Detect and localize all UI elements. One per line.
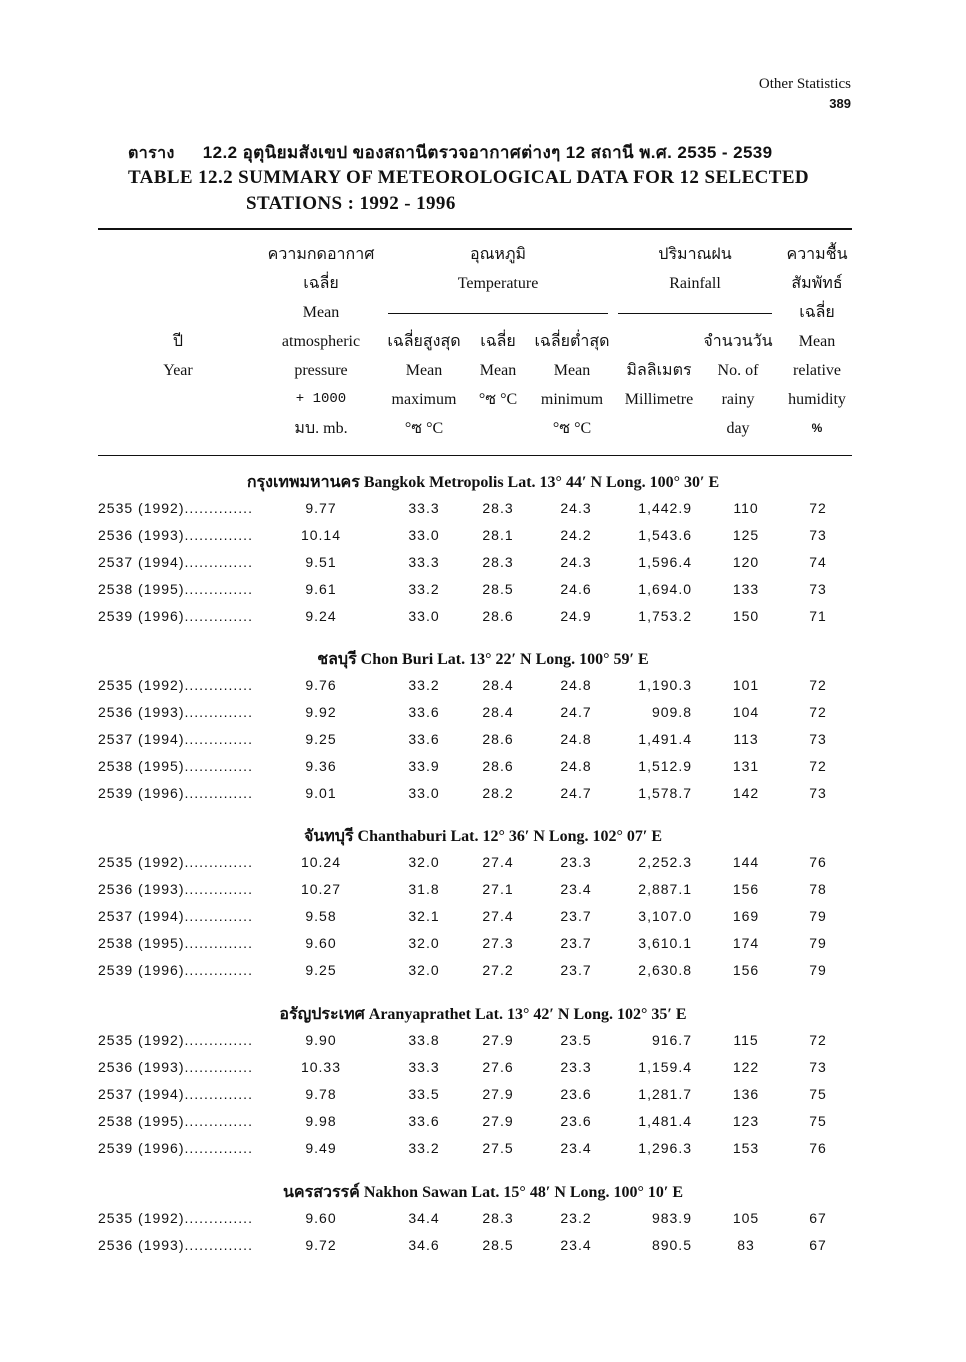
year-cell: 2536 (1993).............. <box>98 881 253 897</box>
min-temp-cell: 23.2 <box>560 1210 592 1226</box>
days-en-1: No. of <box>717 362 759 379</box>
year-cell: 2537 (1994).............. <box>98 908 253 924</box>
rainy-days-cell: 153 <box>732 1140 760 1156</box>
pressure-cell: 9.76 <box>305 677 337 693</box>
max-temp-cell: 33.0 <box>408 785 440 801</box>
rainfall-mm-cell: 3,610.1 <box>638 935 692 951</box>
table-row <box>0 908 966 935</box>
rainy-days-cell: 83 <box>737 1237 755 1253</box>
min-temp-cell: 23.7 <box>560 935 592 951</box>
min-temp-cell: 24.6 <box>560 581 592 597</box>
station-heading: จันทบุรี Chanthaburi Lat. 12° 36′ N Long. 102° 07′ E <box>303 828 663 845</box>
temp-thai: อุณหภูมิ <box>469 246 527 263</box>
mean-temp-cell: 27.9 <box>482 1086 514 1102</box>
humidity-cell: 72 <box>809 704 827 720</box>
pressure-cell: 9.78 <box>305 1086 337 1102</box>
pressure-cell: 10.33 <box>300 1059 342 1075</box>
mean-temp-cell: 28.6 <box>482 608 514 624</box>
pressure-cell: 9.24 <box>305 608 337 624</box>
mean-temp-cell: 27.5 <box>482 1140 514 1156</box>
pressure-cell: 9.72 <box>305 1237 337 1253</box>
pressure-cell: 9.36 <box>305 758 337 774</box>
rainfall-mm-cell: 1,578.7 <box>638 785 692 801</box>
humidity-cell: 73 <box>809 785 827 801</box>
max-temp-cell: 33.5 <box>408 1086 440 1102</box>
year-cell: 2537 (1994).............. <box>98 731 253 747</box>
year-cell: 2535 (1992).............. <box>98 1032 253 1048</box>
humidity-cell: 73 <box>809 731 827 747</box>
humidity-cell: 72 <box>809 1032 827 1048</box>
year-cell: 2536 (1993).............. <box>98 1059 253 1075</box>
humidity-cell: 76 <box>809 854 827 870</box>
temp-en: Temperature <box>457 275 539 292</box>
max-temp-cell: 33.9 <box>408 758 440 774</box>
mean-temp-cell: 28.6 <box>482 758 514 774</box>
table-title-thai <box>128 139 773 166</box>
table-row <box>0 500 966 527</box>
rainfall-mm-cell: 1,281.7 <box>638 1086 692 1102</box>
header-bottom-rule <box>98 455 852 456</box>
year-cell: 2538 (1995).............. <box>98 1113 253 1129</box>
hum-en-2: relative <box>793 362 841 379</box>
rainfall-mm-cell: 1,296.3 <box>638 1140 692 1156</box>
humidity-cell: 67 <box>809 1237 827 1253</box>
mean-temp-cell: 27.4 <box>482 908 514 924</box>
humidity-cell: 73 <box>809 581 827 597</box>
min-temp-cell: 23.4 <box>560 1140 592 1156</box>
min-temp-cell: 24.8 <box>560 677 592 693</box>
max-temp-cell: 32.1 <box>408 908 440 924</box>
year-cell: 2535 (1992).............. <box>98 854 253 870</box>
rainfall-mm-cell: 1,596.4 <box>638 554 692 570</box>
pressure-en-2: atmospheric <box>281 333 361 350</box>
rainy-days-cell: 142 <box>732 785 760 801</box>
table-row <box>0 1237 966 1264</box>
pressure-unit: มบ. mb. <box>294 420 348 437</box>
pressure-cell: 9.98 <box>305 1113 337 1129</box>
rainy-days-cell: 113 <box>733 731 759 747</box>
min-temp-cell: 24.7 <box>560 785 592 801</box>
rainfall-mm-cell: 2,887.1 <box>638 881 692 897</box>
mean-temp-cell: 27.9 <box>482 1032 514 1048</box>
rainy-days-cell: 174 <box>732 935 760 951</box>
humidity-cell: 75 <box>809 1086 827 1102</box>
min-temp-cell: 23.7 <box>560 962 592 978</box>
table-row <box>0 1032 966 1059</box>
rainfall-mm-cell: 1,481.4 <box>638 1113 692 1129</box>
max-thai: เฉลี่ยสูงสุด <box>387 333 461 350</box>
mm-thai: มิลลิเมตร <box>626 362 692 379</box>
pressure-cell: 9.60 <box>305 1210 337 1226</box>
rainfall-mm-cell: 1,753.2 <box>638 608 692 624</box>
rainy-days-cell: 125 <box>732 527 760 543</box>
pressure-cell: 9.25 <box>305 962 337 978</box>
min-temp-cell: 23.3 <box>560 854 592 870</box>
pressure-thai-2: เฉลี่ย <box>303 275 339 292</box>
rainy-days-cell: 104 <box>732 704 760 720</box>
min-temp-cell: 23.7 <box>560 908 592 924</box>
max-temp-cell: 31.8 <box>408 881 440 897</box>
pressure-cell: 9.90 <box>305 1032 337 1048</box>
table-row <box>0 581 966 608</box>
pressure-en-4: + 1000 <box>295 391 347 407</box>
rain-rule <box>618 313 772 314</box>
pressure-cell: 10.27 <box>300 881 342 897</box>
year-cell: 2536 (1993).............. <box>98 1237 253 1253</box>
year-cell: 2538 (1995).............. <box>98 935 253 951</box>
rainfall-mm-cell: 1,159.4 <box>638 1059 692 1075</box>
mean-temp-cell: 27.9 <box>482 1113 514 1129</box>
year-cell: 2539 (1996).............. <box>98 962 253 978</box>
hum-en-1: Mean <box>798 333 836 350</box>
running-header <box>759 75 851 113</box>
rainfall-mm-cell: 3,107.0 <box>638 908 692 924</box>
pressure-thai-1: ความกดอากาศ <box>267 246 375 263</box>
table-row <box>0 962 966 989</box>
temp-rule <box>388 313 608 314</box>
mean-temp-cell: 27.1 <box>482 881 514 897</box>
table-row <box>0 554 966 581</box>
min-en-1: Mean <box>553 362 591 379</box>
year-en: Year <box>163 362 193 379</box>
year-cell: 2538 (1995).............. <box>98 758 253 774</box>
year-cell: 2539 (1996).............. <box>98 608 253 624</box>
pressure-cell: 9.92 <box>305 704 337 720</box>
col-max-header <box>384 327 464 443</box>
rainy-days-cell: 136 <box>732 1086 760 1102</box>
year-thai: ปี <box>172 333 184 350</box>
year-cell: 2535 (1992).............. <box>98 500 253 516</box>
min-temp-cell: 24.8 <box>560 731 592 747</box>
min-thai: เฉลี่ยต่ำสุด <box>534 333 610 350</box>
col-millimetre-header <box>614 356 704 414</box>
mean-en-1: Mean <box>479 362 517 379</box>
rainfall-mm-cell: 983.9 <box>651 1210 692 1226</box>
mean-temp-cell: 28.5 <box>482 581 514 597</box>
year-cell: 2537 (1994).............. <box>98 554 253 570</box>
year-cell: 2536 (1993).............. <box>98 527 253 543</box>
rainfall-mm-cell: 1,694.0 <box>638 581 692 597</box>
col-pressure-header <box>256 240 386 443</box>
col-temperature-header <box>398 240 598 298</box>
thai-table-label: ตาราง <box>128 145 175 162</box>
table-row <box>0 785 966 812</box>
mean-temp-cell: 28.4 <box>482 704 514 720</box>
pressure-cell: 9.49 <box>305 1140 337 1156</box>
pressure-en-3: pressure <box>294 362 348 379</box>
hum-thai-2: สัมพัทธ์ <box>791 275 843 292</box>
table-row <box>0 731 966 758</box>
table-row <box>0 881 966 908</box>
humidity-cell: 74 <box>809 554 827 570</box>
days-en-2: rainy <box>721 391 755 408</box>
rainy-days-cell: 115 <box>733 1032 759 1048</box>
min-temp-cell: 24.2 <box>560 527 592 543</box>
col-rainfall-header <box>620 240 770 298</box>
humidity-cell: 73 <box>809 527 827 543</box>
max-temp-cell: 32.0 <box>408 854 440 870</box>
mean-temp-cell: 28.6 <box>482 731 514 747</box>
rainfall-mm-cell: 2,252.3 <box>638 854 692 870</box>
page-number: 389 <box>829 96 851 111</box>
mean-temp-cell: 27.6 <box>482 1059 514 1075</box>
col-mean-header <box>470 327 526 414</box>
year-cell: 2535 (1992).............. <box>98 1210 253 1226</box>
rainy-days-cell: 156 <box>732 962 760 978</box>
min-temp-cell: 23.4 <box>560 881 592 897</box>
humidity-cell: 72 <box>809 500 827 516</box>
max-temp-cell: 33.3 <box>408 500 440 516</box>
mean-temp-cell: 28.4 <box>482 677 514 693</box>
days-en-3: day <box>726 420 750 437</box>
table-row <box>0 1113 966 1140</box>
top-rule <box>98 228 852 230</box>
thai-title-text: 12.2 อุตุนิยมสังเขป ของสถานีตรวจอากาศต่างๆ 12 สถานี พ.ศ. 2535 - 2539 <box>202 143 773 162</box>
table-row <box>0 935 966 962</box>
mean-temp-cell: 28.3 <box>482 500 514 516</box>
max-temp-cell: 32.0 <box>408 935 440 951</box>
year-cell: 2539 (1996).............. <box>98 1140 253 1156</box>
col-humidity-header <box>778 240 856 443</box>
rainfall-mm-cell: 1,543.6 <box>638 527 692 543</box>
hum-en-3: humidity <box>788 391 846 408</box>
max-temp-cell: 33.2 <box>408 1140 440 1156</box>
rainfall-mm-cell: 1,491.4 <box>638 731 692 747</box>
humidity-cell: 72 <box>809 677 827 693</box>
rainy-days-cell: 110 <box>733 500 759 516</box>
pressure-cell: 9.60 <box>305 935 337 951</box>
min-temp-cell: 24.3 <box>560 500 592 516</box>
year-cell: 2537 (1994).............. <box>98 1086 253 1102</box>
humidity-cell: 79 <box>809 962 827 978</box>
mean-unit: °ซ °C <box>478 391 518 408</box>
max-temp-cell: 33.2 <box>408 581 440 597</box>
mean-temp-cell: 27.3 <box>482 935 514 951</box>
max-temp-cell: 32.0 <box>408 962 440 978</box>
rainy-days-cell: 169 <box>732 908 760 924</box>
table-row <box>0 854 966 881</box>
rainy-days-cell: 105 <box>732 1210 760 1226</box>
pressure-cell: 9.61 <box>305 581 337 597</box>
rainy-days-cell: 122 <box>732 1059 760 1075</box>
rainy-days-cell: 133 <box>732 581 760 597</box>
humidity-cell: 76 <box>809 1140 827 1156</box>
max-temp-cell: 33.6 <box>408 731 440 747</box>
min-temp-cell: 23.6 <box>560 1113 592 1129</box>
mm-en: Millimetre <box>624 391 694 408</box>
mean-temp-cell: 28.3 <box>482 1210 514 1226</box>
rainfall-mm-cell: 1,442.9 <box>638 500 692 516</box>
station-heading: กรุงเทพมหานคร Bangkok Metropolis Lat. 13° 44′ N Long. 100° 30′ E <box>246 474 720 491</box>
col-year-header <box>128 327 228 385</box>
mean-temp-cell: 28.2 <box>482 785 514 801</box>
humidity-cell: 73 <box>809 1059 827 1075</box>
mean-temp-cell: 28.5 <box>482 1237 514 1253</box>
rainfall-mm-cell: 2,630.8 <box>638 962 692 978</box>
mean-thai: เฉลี่ย <box>480 333 516 350</box>
mean-temp-cell: 27.4 <box>482 854 514 870</box>
max-temp-cell: 33.3 <box>408 1059 440 1075</box>
table-row <box>0 1140 966 1167</box>
hum-thai-1: ความชื้น <box>786 246 848 263</box>
hum-unit: % <box>811 421 823 435</box>
humidity-cell: 78 <box>809 881 827 897</box>
humidity-cell: 71 <box>809 608 827 624</box>
station-heading: นครสวรรค์ Nakhon Sawan Lat. 15° 48′ N Long. 100° 10′ E <box>282 1184 684 1201</box>
max-temp-cell: 33.2 <box>408 677 440 693</box>
min-temp-cell: 23.3 <box>560 1059 592 1075</box>
table-title-english: TABLE 12.2 SUMMARY OF METEOROLOGICAL DATA FOR 12 SELECTED <box>128 167 810 188</box>
humidity-cell: 72 <box>809 758 827 774</box>
rain-en: Rainfall <box>669 275 721 292</box>
max-temp-cell: 34.6 <box>408 1237 440 1253</box>
humidity-cell: 67 <box>809 1210 827 1226</box>
mean-temp-cell: 27.2 <box>482 962 514 978</box>
rainfall-mm-cell: 890.5 <box>651 1237 692 1253</box>
min-temp-cell: 24.7 <box>560 704 592 720</box>
min-unit: °ซ °C <box>552 420 592 437</box>
min-temp-cell: 23.6 <box>560 1086 592 1102</box>
table-title-english-2: STATIONS : 1992 - 1996 <box>246 193 456 214</box>
year-cell: 2539 (1996).............. <box>98 785 253 801</box>
section-title: Other Statistics <box>758 76 851 92</box>
max-temp-cell: 34.4 <box>408 1210 440 1226</box>
mean-temp-cell: 28.3 <box>482 554 514 570</box>
rainy-days-cell: 144 <box>732 854 760 870</box>
humidity-cell: 79 <box>809 908 827 924</box>
max-en-1: Mean <box>405 362 443 379</box>
humidity-cell: 75 <box>809 1113 827 1129</box>
max-en-2: maximum <box>391 391 457 408</box>
max-temp-cell: 33.3 <box>408 554 440 570</box>
table-row <box>0 1059 966 1086</box>
station-heading: อรัญประเทศ Aranyaprathet Lat. 13° 42′ N Long. 102° 35′ E <box>279 1006 687 1023</box>
max-temp-cell: 33.8 <box>408 1032 440 1048</box>
rainfall-mm-cell: 1,190.3 <box>638 677 692 693</box>
rainy-days-cell: 131 <box>732 758 760 774</box>
pressure-en-1: Mean <box>302 304 340 321</box>
year-cell: 2538 (1995).............. <box>98 581 253 597</box>
rainy-days-cell: 156 <box>732 881 760 897</box>
pressure-cell: 9.58 <box>305 908 337 924</box>
min-temp-cell: 23.4 <box>560 1237 592 1253</box>
max-temp-cell: 33.6 <box>408 704 440 720</box>
max-temp-cell: 33.0 <box>408 527 440 543</box>
pressure-cell: 10.14 <box>300 527 342 543</box>
station-heading: ชลบุรี Chon Buri Lat. 13° 22′ N Long. 100° 59′ E <box>317 651 649 668</box>
rainy-days-cell: 150 <box>732 608 760 624</box>
max-unit: °ซ °C <box>404 420 444 437</box>
rainfall-mm-cell: 1,512.9 <box>638 758 692 774</box>
year-cell: 2535 (1992).............. <box>98 677 253 693</box>
mean-temp-cell: 28.1 <box>482 527 514 543</box>
humidity-cell: 79 <box>809 935 827 951</box>
table-row <box>0 704 966 731</box>
min-temp-cell: 24.3 <box>560 554 592 570</box>
table-row <box>0 677 966 704</box>
rainy-days-cell: 101 <box>732 677 760 693</box>
rainfall-mm-cell: 909.8 <box>651 704 692 720</box>
col-min-header <box>532 327 612 443</box>
days-thai: จำนวนวัน <box>703 333 773 350</box>
min-temp-cell: 24.8 <box>560 758 592 774</box>
year-cell: 2536 (1993).............. <box>98 704 253 720</box>
min-en-2: minimum <box>540 391 604 408</box>
pressure-cell: 9.25 <box>305 731 337 747</box>
hum-thai-3: เฉลี่ย <box>799 304 835 321</box>
col-rainy-days-header <box>700 327 776 443</box>
pressure-cell: 9.77 <box>305 500 337 516</box>
pressure-cell: 10.24 <box>300 854 342 870</box>
pressure-cell: 9.01 <box>305 785 337 801</box>
table-row <box>0 1086 966 1113</box>
rainy-days-cell: 120 <box>732 554 760 570</box>
pressure-cell: 9.51 <box>305 554 337 570</box>
max-temp-cell: 33.0 <box>408 608 440 624</box>
table-row <box>0 608 966 635</box>
table-row <box>0 527 966 554</box>
min-temp-cell: 24.9 <box>560 608 592 624</box>
max-temp-cell: 33.6 <box>408 1113 440 1129</box>
table-row <box>0 758 966 785</box>
min-temp-cell: 23.5 <box>560 1032 592 1048</box>
rain-thai: ปริมาณฝน <box>658 246 732 263</box>
rainy-days-cell: 123 <box>732 1113 760 1129</box>
rainfall-mm-cell: 916.7 <box>651 1032 692 1048</box>
table-row <box>0 1210 966 1237</box>
